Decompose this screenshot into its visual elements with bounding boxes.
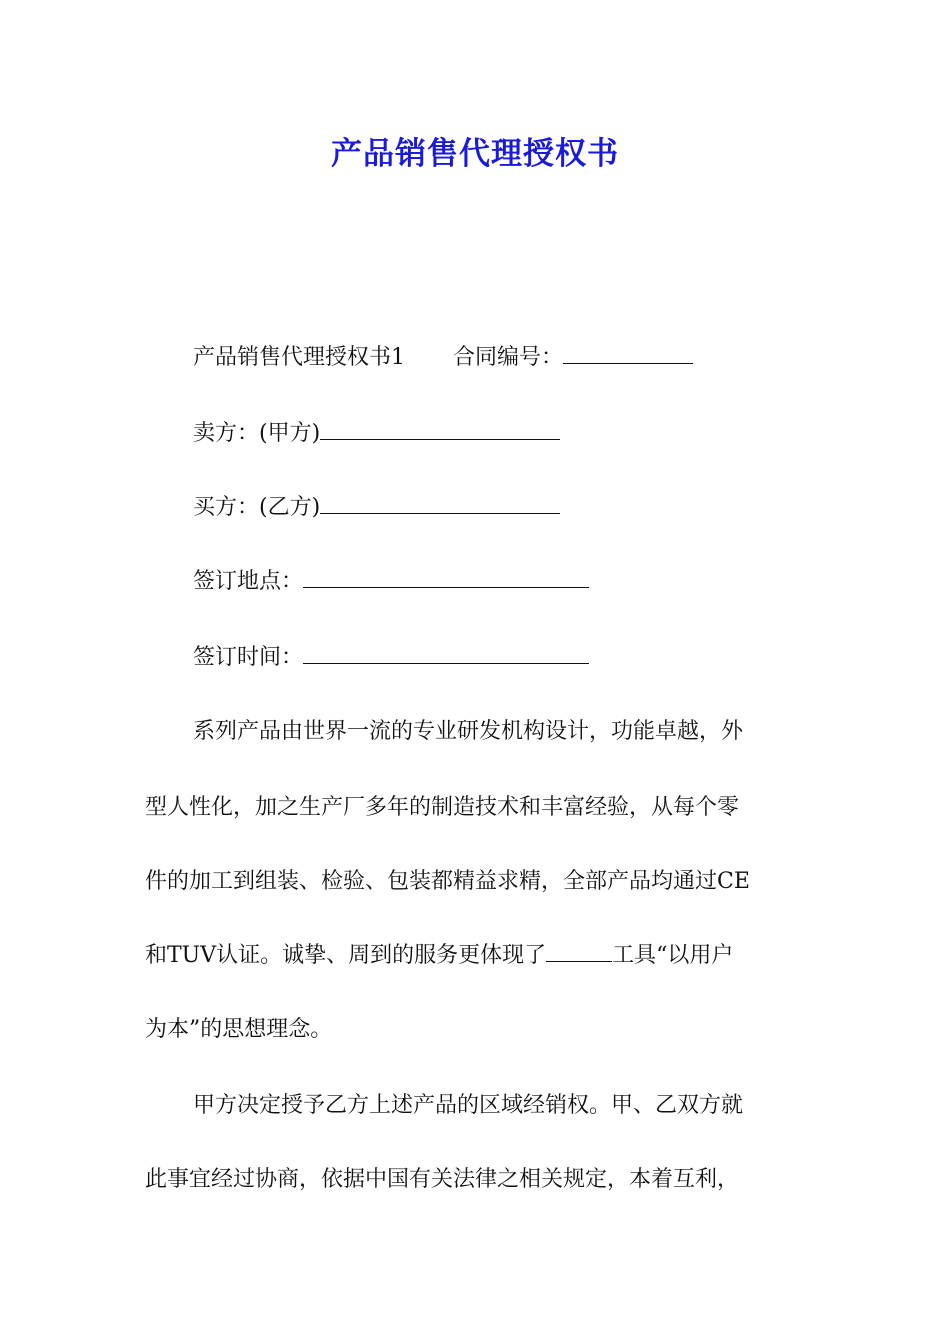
place-label: 签订地点： xyxy=(193,569,304,594)
paragraph-line: 为本”的思想理念。 xyxy=(145,1017,333,1042)
buyer-line xyxy=(193,494,560,522)
paragraph-line: 和TUV认证。诚挚、周到的服务更体现了 工具“以用户 xyxy=(145,943,734,968)
paragraph-line: 型人性化，加之生产厂多年的制造技术和丰富经验，从每个零 xyxy=(145,795,740,820)
contract-no-blank xyxy=(563,345,693,364)
place-line xyxy=(193,568,589,596)
seller-blank xyxy=(320,421,560,440)
time-label: 签订时间： xyxy=(193,645,304,670)
seller-label: 卖方：(甲方) xyxy=(193,421,321,446)
buyer-blank xyxy=(320,495,560,514)
document-title: 产品销售代理授权书 xyxy=(331,136,619,172)
paragraph-line: 甲方决定授予乙方上述产品的区域经销权。甲、乙双方就 xyxy=(193,1093,744,1118)
doc-name: 产品销售代理授权书1 xyxy=(193,345,405,370)
place-blank xyxy=(303,569,589,588)
paragraph-line: 系列产品由世界一流的专业研发机构设计，功能卓越，外 xyxy=(193,719,744,744)
header-line xyxy=(193,344,693,372)
seller-line xyxy=(193,420,560,448)
buyer-label: 买方：(乙方) xyxy=(193,495,321,520)
paragraph-line: 件的加工到组装、检验、包装都精益求精，全部产品均通过CE xyxy=(145,869,750,894)
time-blank xyxy=(303,645,589,664)
service-blank xyxy=(546,943,612,962)
time-line xyxy=(193,644,589,672)
paragraph-line: 此事宜经过协商，依据中国有关法律之相关规定，本着互利， xyxy=(145,1167,740,1192)
contract-no-label: 合同编号： xyxy=(453,345,564,370)
